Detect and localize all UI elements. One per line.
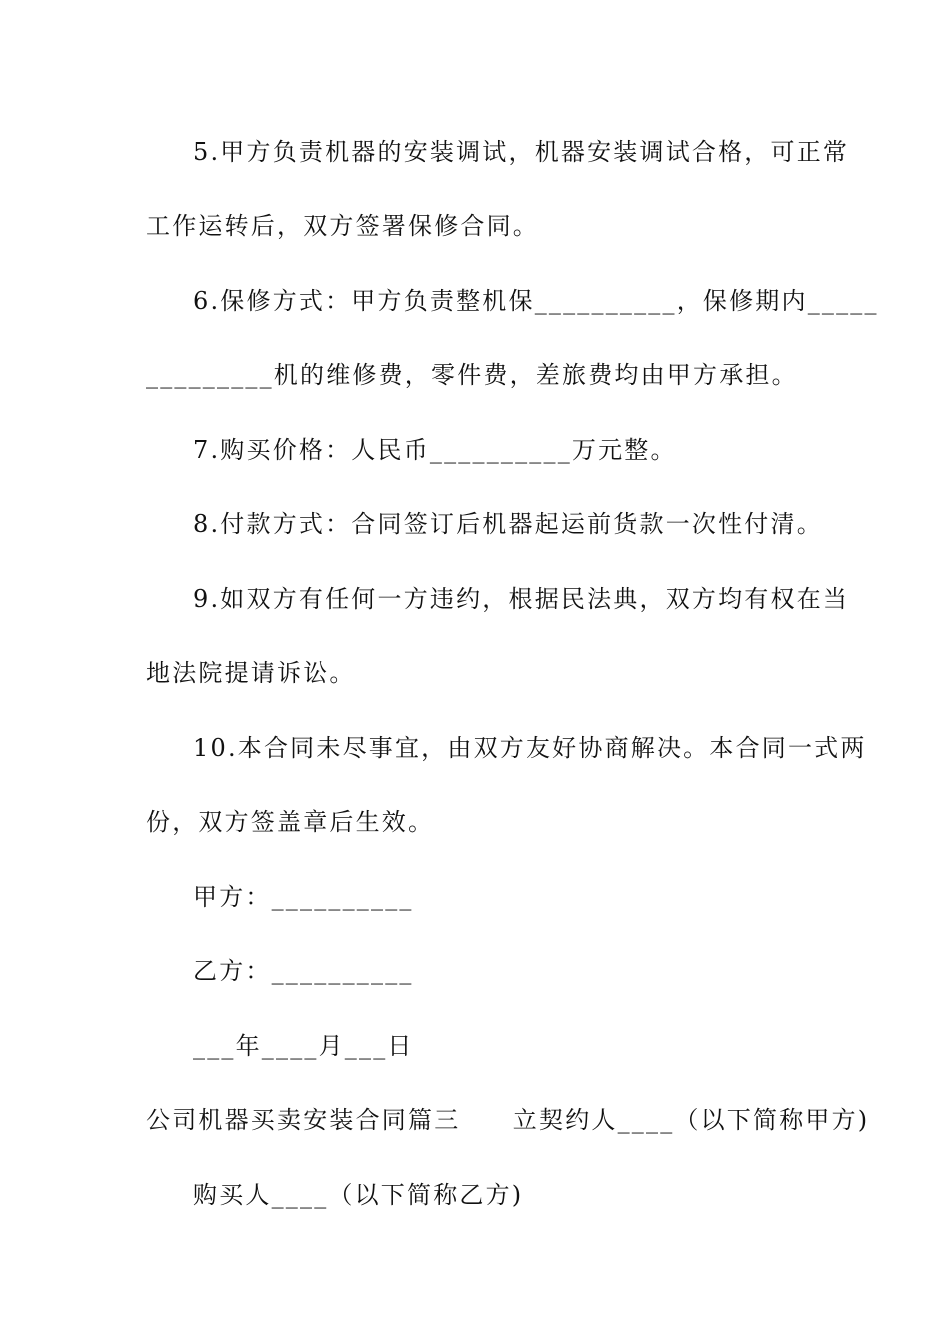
clause-5-line-2: 工作运转后，双方签署保修合同。 — [146, 212, 539, 240]
clause-9-line-2: 地法院提请诉讼。 — [146, 659, 356, 687]
section-heading: 公司机器买卖安装合同篇三 立契约人____（以下简称甲方) — [146, 1106, 870, 1134]
date-line: ___年____月___日 — [193, 1032, 414, 1060]
clause-10-line-2: 份，双方签盖章后生效。 — [146, 808, 435, 836]
clause-6-line-2: _________机的维修费，零件费，差旅费均由甲方承担。 — [146, 361, 798, 389]
clause-5-line-1: 5.甲方负责机器的安装调试，机器安装调试合格，可正常 — [193, 138, 850, 166]
clause-7: 7.购买价格：人民币__________万元整。 — [193, 436, 677, 464]
clause-10-line-1: 10.本合同未尽事宜，由双方友好协商解决。本合同一式两 — [193, 734, 867, 762]
buyer-line: 购买人____（以下简称乙方) — [193, 1181, 524, 1209]
clause-9-line-1: 9.如双方有任何一方违约，根据民法典，双方均有权在当 — [193, 585, 850, 613]
party-b-signature: 乙方：__________ — [193, 957, 414, 985]
clause-8: 8.付款方式：合同签订后机器起运前货款一次性付清。 — [193, 510, 823, 538]
party-a-signature: 甲方：__________ — [193, 883, 414, 911]
clause-6-line-1: 6.保修方式：甲方负责整机保__________，保修期内_____ — [193, 287, 879, 315]
